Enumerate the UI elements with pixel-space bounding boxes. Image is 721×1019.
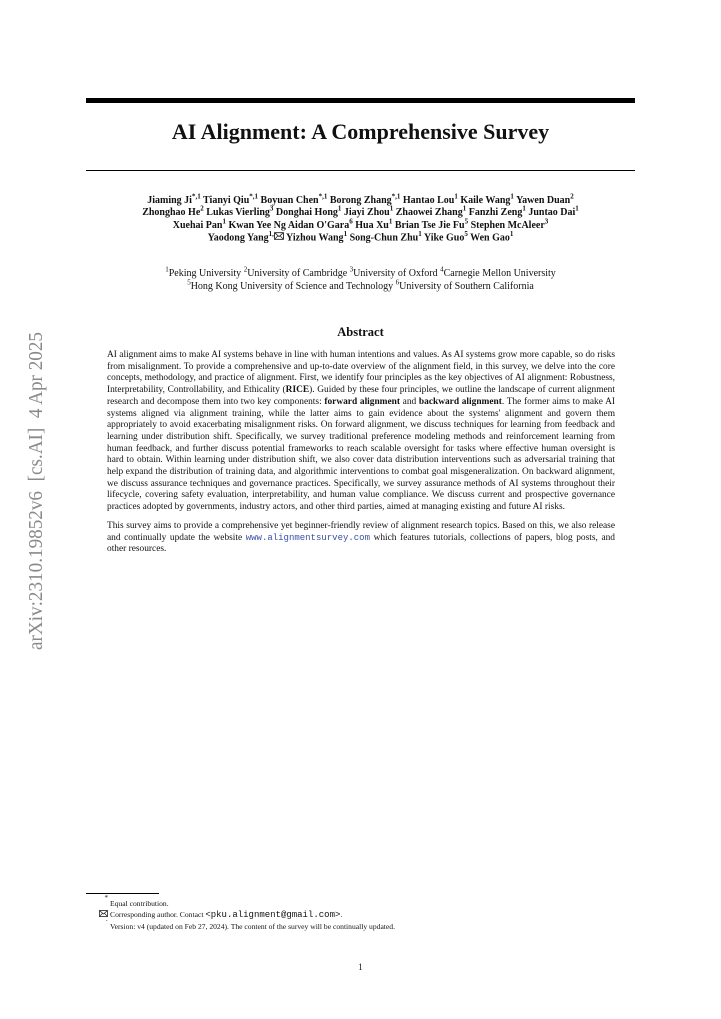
author-name: Zhonghao He xyxy=(142,207,201,219)
affiliation-number: 3 xyxy=(349,265,354,274)
abstract-paragraph-1: AI alignment aims to make AI systems behave in line with human intentions and values. As AI systems grow more capable, so do risks from misalignment. To provide a comprehensive and up-to-date overview of the alignment field, in this survey, we delve into the core concepts, methodology, and practice of alignment. First, we identify four principles as the key objectives of AI alignment: Robustness, Interpretability, Controllability, and Ethicality (RICE). Guided by these four principles, we outline the landscape of current alignment research and decompose them into two key components: forward alignment and backward alignment. The former aims to make AI systems aligned via alignment training, while the latter aims to gain evidence about the systems' alignment and govern them appropriately to avoid exacerbating misalignment risks. On forward alignment, we discuss techniques for learning from feedback and learning under distribution shift. Specifically, we survey traditional preference modeling methods and reinforcement learning from human feedback, and further discuss potential frameworks to reach scalable oversight for tasks where effective human oversight is hard to obtain. Within learning under distribution shift, we also cover data distribution interventions such as adversarial training that help expand the distribution of training data, and algorithmic interventions to combat goal misgeneralization. On backward alignment, we discuss assurance techniques and governance practices. Specifically, we survey assurance methods of AI systems throughout their lifecycle, covering safety evaluation, interpretability, and human value compliance. We discuss current and prospective governance practices adopted by governments, industry actors, and other third parties, aimed at managing existing and future AI risks. xyxy=(107,350,615,513)
author-affiliation-marker: 5 xyxy=(464,230,468,239)
footnote-version: · Version: v4 (updated on Feb 27, 2024). The content of the survey will be continually updated. xyxy=(105,917,395,931)
footnotes xyxy=(104,894,630,932)
author-name: Xuehai Pan xyxy=(172,219,223,231)
author-affiliation-marker: 1 xyxy=(343,230,348,239)
author-affiliation-marker: 1 xyxy=(388,217,393,226)
author-affiliation-marker: 1 xyxy=(510,192,514,201)
author-affiliation-marker: 1 xyxy=(222,217,226,226)
author-affiliation-marker: 1 xyxy=(418,230,422,239)
author-name: Fanzhi Zeng xyxy=(468,207,523,219)
author-affiliation-marker: *,1 xyxy=(249,192,259,201)
contact-email[interactable]: <pku.alignment@gmail.com> xyxy=(205,910,341,920)
author-affiliation-marker: 1 xyxy=(575,205,579,214)
author-name: Hantao Lou xyxy=(402,195,455,206)
envelope-icon xyxy=(274,232,284,244)
author-name: Juntao Dai xyxy=(528,207,576,219)
affiliation-name: Peking University xyxy=(168,268,242,279)
affiliation-line xyxy=(86,280,635,293)
affiliation-number: 5 xyxy=(187,278,191,287)
paper-title: AI Alignment: A Comprehensive Survey xyxy=(171,119,550,144)
affiliation-list xyxy=(86,267,635,293)
footnote-corresponding-author: Corresponding author. Contact <pku.alignment@gmail.com>. xyxy=(110,909,630,921)
author-name: Brian Tse xyxy=(394,219,436,231)
author-name: Wen Gao xyxy=(470,232,510,244)
forward-alignment-term: forward alignment xyxy=(324,396,400,407)
author-line xyxy=(86,192,635,207)
author-name: Jiayi Zhou xyxy=(343,207,390,219)
author-affiliation-marker: *,1 xyxy=(318,192,328,201)
author-name: Stephen McAleer xyxy=(470,219,545,231)
abstract-heading: Abstract xyxy=(337,325,384,339)
backward-alignment-term: backward alignment xyxy=(418,396,502,407)
affiliation-name: University of Southern California xyxy=(399,281,534,292)
affiliation-number: 1 xyxy=(165,265,169,274)
author-affiliation-marker: 2 xyxy=(570,192,574,201)
author-name: Yawen Duan xyxy=(516,195,571,206)
author-name: Boyuan Chen xyxy=(260,195,319,206)
author-name: Lukas Vierling xyxy=(206,207,270,219)
affiliation-number: 2 xyxy=(243,265,248,274)
author-name: Song-Chun Zhu xyxy=(349,232,419,244)
affiliation-name: Carnegie Mellon University xyxy=(443,268,556,279)
abstract-paragraph-2: This survey aims to provide a comprehensive yet beginner-friendly review of alignment research topics. Based on this, we also release and continually update the website www.alignmentsurvey.com which features tutorials, collections of papers, blog posts, and other resources. xyxy=(107,520,615,555)
author-name: Jie Fu xyxy=(438,219,465,231)
affiliation-name: Hong Kong University of Science and Technology xyxy=(190,281,394,292)
title-rule-bottom xyxy=(86,170,635,171)
survey-website-link[interactable]: www.alignmentsurvey.com xyxy=(245,532,370,543)
author-name: Zhaowei Zhang xyxy=(395,207,463,219)
author-affiliation-marker: 2 xyxy=(200,205,204,214)
author-name: Kaile Wang xyxy=(460,195,511,206)
author-affiliation-marker: 5 xyxy=(464,217,469,226)
author-name: Aidan O'Gara xyxy=(287,219,350,231)
title-rule-top xyxy=(86,98,635,103)
author-affiliation-marker: 1 xyxy=(522,205,526,214)
rice-acronym: RICE xyxy=(285,385,310,396)
author-affiliation-marker: 1, xyxy=(268,230,274,239)
author-name: Donghai Hong xyxy=(275,207,338,219)
page-number: 1 xyxy=(358,962,363,972)
footnote-rule xyxy=(86,893,159,894)
author-name: Yaodong Yang xyxy=(207,232,269,244)
affiliation-number: 4 xyxy=(440,265,444,274)
arxiv-stamp xyxy=(10,326,62,650)
author-name: Yizhou Wang xyxy=(286,232,344,244)
arxiv-stamp-svg xyxy=(10,326,62,650)
author-affiliation-marker: 6 xyxy=(349,217,353,226)
author-name: Borong Zhang xyxy=(329,195,392,206)
author-list xyxy=(86,192,635,245)
author-name: Yike Guo xyxy=(423,232,465,244)
affiliation-number: 6 xyxy=(395,278,400,287)
author-line xyxy=(86,207,635,219)
author-affiliation-marker: 1 xyxy=(454,192,458,201)
affiliation-line xyxy=(86,267,635,280)
author-affiliation-marker: 1 xyxy=(462,205,467,214)
author-line xyxy=(86,232,635,245)
abstract-body xyxy=(107,350,615,563)
author-affiliation-marker: 3 xyxy=(269,205,274,214)
affiliation-name: University of Cambridge xyxy=(247,268,348,279)
author-affiliation-marker: *,1 xyxy=(191,192,201,201)
author-affiliation-marker: *,1 xyxy=(391,192,401,201)
affiliation-name: University of Oxford xyxy=(353,268,438,279)
author-affiliation-marker: 1 xyxy=(509,230,514,239)
footnote-equal-contribution: * Equal contribution. xyxy=(104,894,169,908)
author-affiliation-marker: 1 xyxy=(389,205,394,214)
author-affiliation-marker: 3 xyxy=(544,217,549,226)
author-name: Kwan Yee Ng xyxy=(228,219,286,231)
author-name: Hua Xu xyxy=(355,219,389,231)
author-line xyxy=(86,217,635,232)
author-name: Jiaming Ji xyxy=(147,195,192,206)
author-affiliation-marker: 1 xyxy=(337,205,342,214)
author-name: Tianyi Qiu xyxy=(203,195,250,206)
arxiv-stamp-text: arXiv:2310.19852v6 [cs.AI] 4 Apr 2025 xyxy=(26,326,47,650)
